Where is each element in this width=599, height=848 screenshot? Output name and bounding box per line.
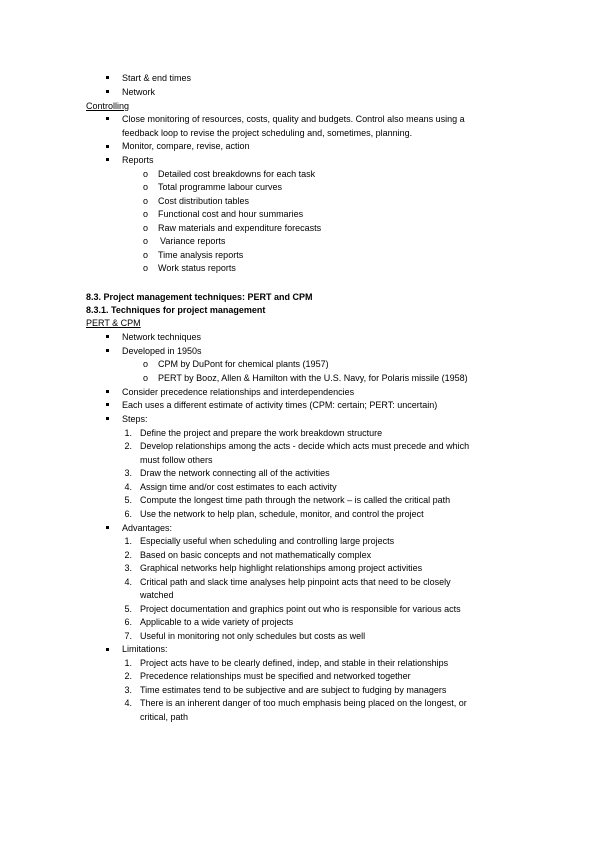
sub-bullet: o bbox=[143, 209, 149, 219]
sub-list-item: Total programme labour curves bbox=[158, 182, 283, 192]
bullet-square bbox=[106, 145, 109, 148]
sub-bullet: o bbox=[143, 373, 149, 383]
numbered-item-continuation: must follow others bbox=[140, 455, 213, 465]
list-item: Monitor, compare, revise, action bbox=[122, 141, 250, 151]
numbered-item: Compute the longest time path through the network – is called the critical path bbox=[140, 495, 451, 505]
sub-bullet: o bbox=[143, 182, 149, 192]
numbered-item: Draw the network connecting all of the activities bbox=[140, 468, 330, 478]
list-number: 4. bbox=[124, 482, 132, 492]
numbered-item: Based on basic concepts and not mathematically complex bbox=[140, 550, 372, 560]
list-item: Reports bbox=[122, 155, 154, 165]
numbered-item: Define the project and prepare the work breakdown structure bbox=[140, 428, 383, 438]
bullet-square bbox=[106, 403, 109, 406]
sub-list-item: Variance reports bbox=[160, 236, 226, 246]
numbered-item: Develop relationships among the acts - decide which acts must precede and which bbox=[140, 441, 470, 451]
list-item: Start & end times bbox=[122, 73, 192, 83]
list-item: Steps: bbox=[122, 414, 148, 424]
sub-bullet: o bbox=[143, 359, 149, 369]
bullet-square bbox=[106, 526, 109, 529]
list-item: Consider precedence relationships and interdependencies bbox=[122, 387, 355, 397]
list-number: 1. bbox=[124, 428, 132, 438]
numbered-item: Graphical networks help highlight relationships among project activities bbox=[140, 563, 423, 573]
numbered-item: Time estimates tend to be subjective and are subject to fudging by managers bbox=[140, 685, 447, 695]
numbered-item: Project acts have to be clearly defined, indep, and stable in their relationships bbox=[140, 658, 449, 668]
sub-bullet: o bbox=[143, 223, 149, 233]
sub-list-item: CPM by DuPont for chemical plants (1957) bbox=[158, 359, 329, 369]
list-item: Network bbox=[122, 87, 156, 97]
sub-list-item: Work status reports bbox=[158, 263, 236, 273]
list-item: Developed in 1950s bbox=[122, 346, 202, 356]
list-number: 2. bbox=[124, 441, 132, 451]
section-heading: Controlling bbox=[86, 101, 130, 111]
numbered-item: Use the network to help plan, schedule, monitor, and control the project bbox=[140, 509, 424, 519]
bullet-square bbox=[106, 158, 109, 161]
bullet-square bbox=[106, 76, 109, 79]
numbered-item-continuation: watched bbox=[140, 590, 174, 600]
section-heading: PERT & CPM bbox=[86, 318, 141, 328]
list-item: Advantages: bbox=[122, 523, 173, 533]
sub-list-item: Functional cost and hour summaries bbox=[158, 209, 304, 219]
bullet-square bbox=[106, 335, 109, 338]
sub-bullet: o bbox=[143, 196, 149, 206]
list-item-continuation: feedback loop to revise the project scheduling and, sometimes, planning. bbox=[122, 128, 413, 138]
numbered-item: Critical path and slack time analyses help pinpoint acts that need to be closely bbox=[140, 577, 451, 587]
bullet-square bbox=[106, 117, 109, 120]
list-number: 1. bbox=[124, 658, 132, 668]
numbered-item: Applicable to a wide variety of projects bbox=[140, 617, 294, 627]
list-item: Network techniques bbox=[122, 332, 202, 342]
bullet-square bbox=[106, 90, 109, 93]
list-item: Limitations: bbox=[122, 644, 168, 654]
list-number: 6. bbox=[124, 617, 132, 627]
list-number: 3. bbox=[124, 563, 132, 573]
list-number: 5. bbox=[124, 604, 132, 614]
sub-list-item: Time analysis reports bbox=[158, 250, 244, 260]
list-number: 2. bbox=[124, 550, 132, 560]
list-item: Close monitoring of resources, costs, quality and budgets. Control also means using a bbox=[122, 114, 465, 124]
bullet-square bbox=[106, 648, 109, 651]
list-number: 4. bbox=[124, 698, 132, 708]
sub-list-item: Raw materials and expenditure forecasts bbox=[158, 223, 322, 233]
sub-bullet: o bbox=[143, 250, 149, 260]
list-number: 3. bbox=[124, 468, 132, 478]
list-number: 4. bbox=[124, 577, 132, 587]
list-number: 1. bbox=[124, 536, 132, 546]
sub-list-item: Cost distribution tables bbox=[158, 196, 250, 206]
sub-bullet: o bbox=[143, 236, 149, 246]
heading-8-3-1: 8.3.1. Techniques for project management bbox=[86, 305, 266, 315]
sub-bullet: o bbox=[143, 263, 149, 273]
bullet-square bbox=[106, 390, 109, 393]
bullet-square bbox=[106, 417, 109, 420]
heading-8-3: 8.3. Project management techniques: PERT and CPM bbox=[86, 292, 313, 302]
numbered-item: Project documentation and graphics point out who is responsible for various acts bbox=[140, 604, 461, 614]
sub-list-item: PERT by Booz, Allen & Hamilton with the U.S. Navy, for Polaris missile (1958) bbox=[158, 373, 468, 383]
numbered-item: Assign time and/or cost estimates to each activity bbox=[140, 482, 337, 492]
numbered-item: Useful in monitoring not only schedules but costs as well bbox=[140, 631, 366, 641]
list-number: 3. bbox=[124, 685, 132, 695]
bullet-square bbox=[106, 349, 109, 352]
numbered-item: There is an inherent danger of too much emphasis being placed on the longest, or bbox=[140, 698, 467, 708]
sub-list-item: Detailed cost breakdowns for each task bbox=[158, 169, 316, 179]
list-number: 2. bbox=[124, 671, 132, 681]
list-number: 5. bbox=[124, 495, 132, 505]
list-number: 7. bbox=[124, 631, 132, 641]
numbered-item: Especially useful when scheduling and controlling large projects bbox=[140, 536, 395, 546]
numbered-item-continuation: critical, path bbox=[140, 712, 189, 722]
list-item: Each uses a different estimate of activity times (CPM: certain; PERT: uncertain) bbox=[122, 400, 438, 410]
sub-bullet: o bbox=[143, 169, 149, 179]
list-number: 6. bbox=[124, 509, 132, 519]
numbered-item: Precedence relationships must be specified and networked together bbox=[140, 671, 411, 681]
